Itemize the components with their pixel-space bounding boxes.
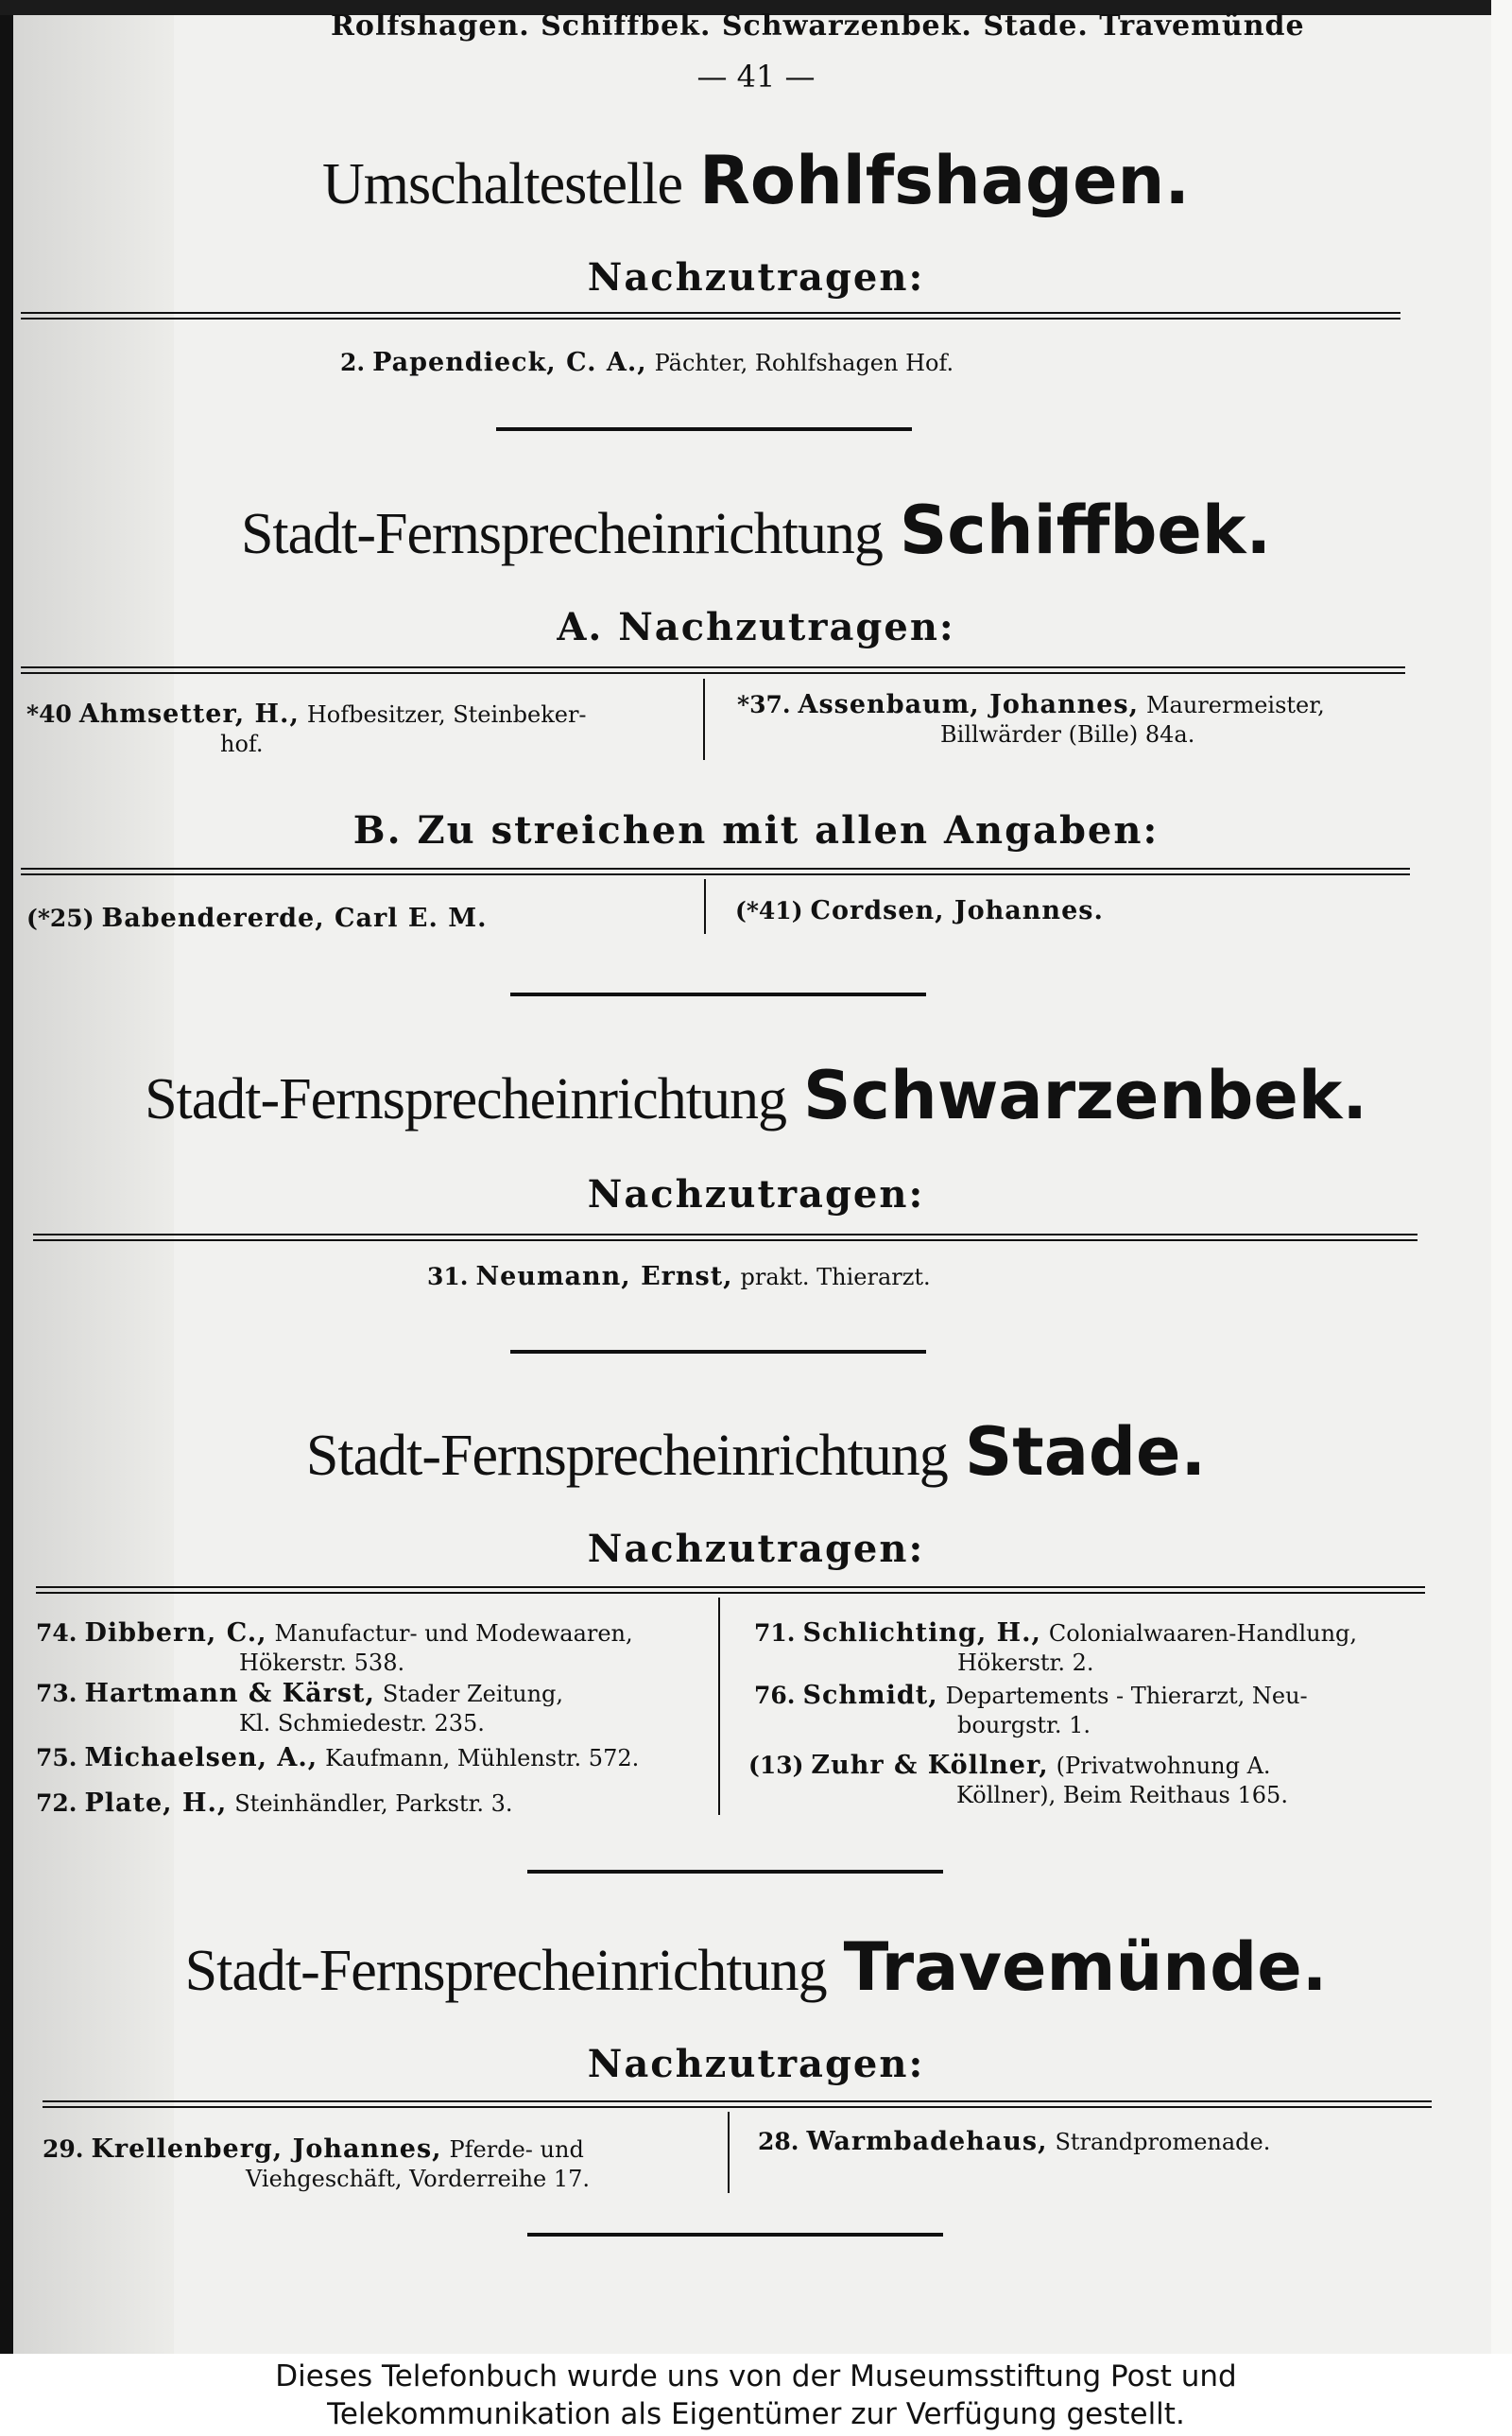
entry-name: Schlichting, H., (802, 1618, 1041, 1648)
entry-number: 76. (754, 1682, 796, 1709)
entry-name: Krellenberg, Johannes, (91, 2134, 442, 2164)
heading-light: Umschaltestelle (321, 152, 682, 216)
entry-travemuende-left (43, 2134, 718, 2194)
entry-description: Maurermeister, (1145, 692, 1325, 718)
footer-line-1: Dieses Telefonbuch wurde uns von der Museumsstiftung Post und (275, 2359, 1237, 2393)
entry-name: Ahmsetter, H., (78, 700, 300, 729)
heading-bold: Travemünde. (843, 1928, 1328, 2006)
heading-schwarzenbek (0, 1057, 1512, 1134)
entry-continuation: Kl. Schmiedestr. 235. (239, 1710, 485, 1736)
entry-name: Babendererde, Carl E. M. (101, 904, 488, 933)
heading-bold: Schiffbek. (899, 492, 1272, 569)
entry-description: Colonialwaaren-Handlung, (1048, 1620, 1358, 1647)
list-item (36, 1618, 707, 1678)
entry-number: 75. (36, 1744, 77, 1771)
separator-rule (496, 427, 912, 431)
entry-name: Schmidt, (802, 1681, 938, 1710)
entry-continuation: Hökerstr. 2. (957, 1650, 1094, 1676)
entry-continuation: Hökerstr. 538. (239, 1650, 405, 1676)
entry-number: (*25) (26, 905, 94, 932)
page-number: — 41 — (696, 59, 816, 95)
entry-continuation: Billwärder (Bille) 84a. (940, 721, 1195, 748)
entry-description: Pferde- und (449, 2136, 584, 2163)
entry-number: 71. (754, 1619, 796, 1647)
entry-description: Kaufmann, Mühlenstr. 572. (325, 1745, 640, 1771)
section-rule (43, 2100, 1432, 2108)
subheading-rohlfshagen: Nachzutragen: (587, 255, 925, 300)
entry-name: Michaelsen, A., (84, 1743, 318, 1772)
entry-strike-left (26, 904, 688, 933)
entry-name: Cordsen, Johannes. (810, 896, 1104, 925)
entry-number: (13) (748, 1752, 804, 1779)
column-divider (703, 679, 705, 760)
subheading-travemuende: Nachzutragen: (587, 2042, 925, 2086)
entry-description: Pächter, Rohlfshagen Hof. (654, 350, 954, 376)
entry-number: 73. (36, 1680, 77, 1707)
entry-number: *37. (737, 691, 791, 718)
heading-light: Stadt-Fernsprecheinrichtung (240, 502, 883, 566)
entry-description: Manufactur- und Modewaaren, (274, 1620, 633, 1647)
column-divider (704, 879, 706, 934)
separator-rule (510, 1350, 926, 1354)
separator-rule (527, 1870, 943, 1874)
entry-continuation: hof. (220, 731, 264, 757)
separator-rule (527, 2233, 943, 2237)
footer-line-2: Telekommunikation als Eigentümer zur Verfügung gestellt. (327, 2397, 1185, 2431)
entry-description: Strandpromenade. (1055, 2129, 1271, 2155)
column-divider (728, 2112, 730, 2193)
list-item (36, 1679, 707, 1738)
heading-schiffbek (0, 492, 1512, 569)
heading-travemuende (0, 1928, 1512, 2006)
section-rule (21, 666, 1405, 674)
running-head: Rolfshagen. Schiffbek. Schwarzenbek. Stade. Travemünde (331, 9, 1305, 43)
copyright-footer (0, 2354, 1512, 2436)
subheading-stade: Nachzutragen: (587, 1527, 925, 1571)
entry-description: Departements - Thierarzt, Neu- (945, 1683, 1308, 1709)
entry-strike-right (735, 896, 1397, 925)
entry-number: *40 (26, 700, 72, 728)
heading-rohlfshagen (0, 142, 1512, 219)
heading-light: Stadt-Fernsprecheinrichtung (145, 1067, 786, 1132)
entry-name: Dibbern, C., (84, 1618, 267, 1648)
entry-continuation: Köllner), Beim Reithaus 165. (956, 1782, 1288, 1808)
entry-continuation: bourgstr. 1. (957, 1712, 1091, 1738)
entry-description: Steinhändler, Parkstr. 3. (234, 1790, 513, 1817)
section-rule (21, 312, 1400, 320)
entry-schiffbek-right (737, 690, 1418, 750)
entry-description: prakt. Thierarzt. (740, 1264, 931, 1290)
heading-light: Stadt-Fernsprecheinrichtung (305, 1424, 948, 1488)
entry-travemuende-right (758, 2127, 1438, 2157)
entry-number: 74. (36, 1619, 77, 1647)
entry-description: Stader Zeitung, (382, 1681, 564, 1707)
heading-stade (0, 1413, 1512, 1491)
entry-name: Warmbadehaus, (806, 2127, 1048, 2156)
list-item (754, 1681, 1435, 1740)
section-rule (33, 1234, 1418, 1241)
entry-number: 28. (758, 2128, 799, 2155)
entry-name: Papendieck, C. A., (372, 348, 647, 377)
entry-number: 31. (427, 1263, 469, 1290)
subheading-schwarzenbek: Nachzutragen: (587, 1172, 925, 1217)
entry-name: Plate, H., (84, 1788, 228, 1818)
entry-schwarzenbek (427, 1262, 1278, 1292)
list-item (748, 1751, 1438, 1810)
entry-rohlfshagen (340, 348, 1285, 378)
subheading-schiffbek-a: A. Nachzutragen: (557, 605, 955, 649)
heading-bold: Schwarzenbek. (802, 1057, 1367, 1134)
section-rule (21, 868, 1410, 875)
entry-name: Neumann, Ernst, (475, 1262, 733, 1291)
column-divider (718, 1598, 720, 1815)
entry-name: Assenbaum, Johannes, (798, 690, 1140, 719)
list-item (36, 1743, 707, 1773)
entry-description: Hofbesitzer, Steinbeker- (306, 701, 587, 728)
entry-number: (*41) (735, 897, 803, 924)
entry-number: 29. (43, 2135, 84, 2163)
list-item (754, 1618, 1435, 1678)
entry-number: 72. (36, 1789, 77, 1817)
heading-bold: Rohlfshagen. (698, 142, 1190, 219)
subheading-schiffbek-b: B. Zu streichen mit allen Angaben: (352, 808, 1160, 853)
entry-name: Zuhr & Köllner, (811, 1751, 1049, 1780)
entry-name: Hartmann & Kärst, (84, 1679, 375, 1708)
list-item (36, 1788, 707, 1819)
entry-continuation: Viehgeschäft, Vorderreihe 17. (246, 2166, 591, 2192)
separator-rule (510, 993, 926, 996)
heading-bold: Stade. (964, 1413, 1207, 1491)
entry-schiffbek-left (26, 700, 688, 759)
entry-description: (Privatwohnung A. (1056, 1753, 1271, 1779)
heading-light: Stadt-Fernsprecheinrichtung (184, 1939, 827, 2003)
entry-number: 2. (340, 349, 366, 376)
section-rule (36, 1586, 1425, 1594)
